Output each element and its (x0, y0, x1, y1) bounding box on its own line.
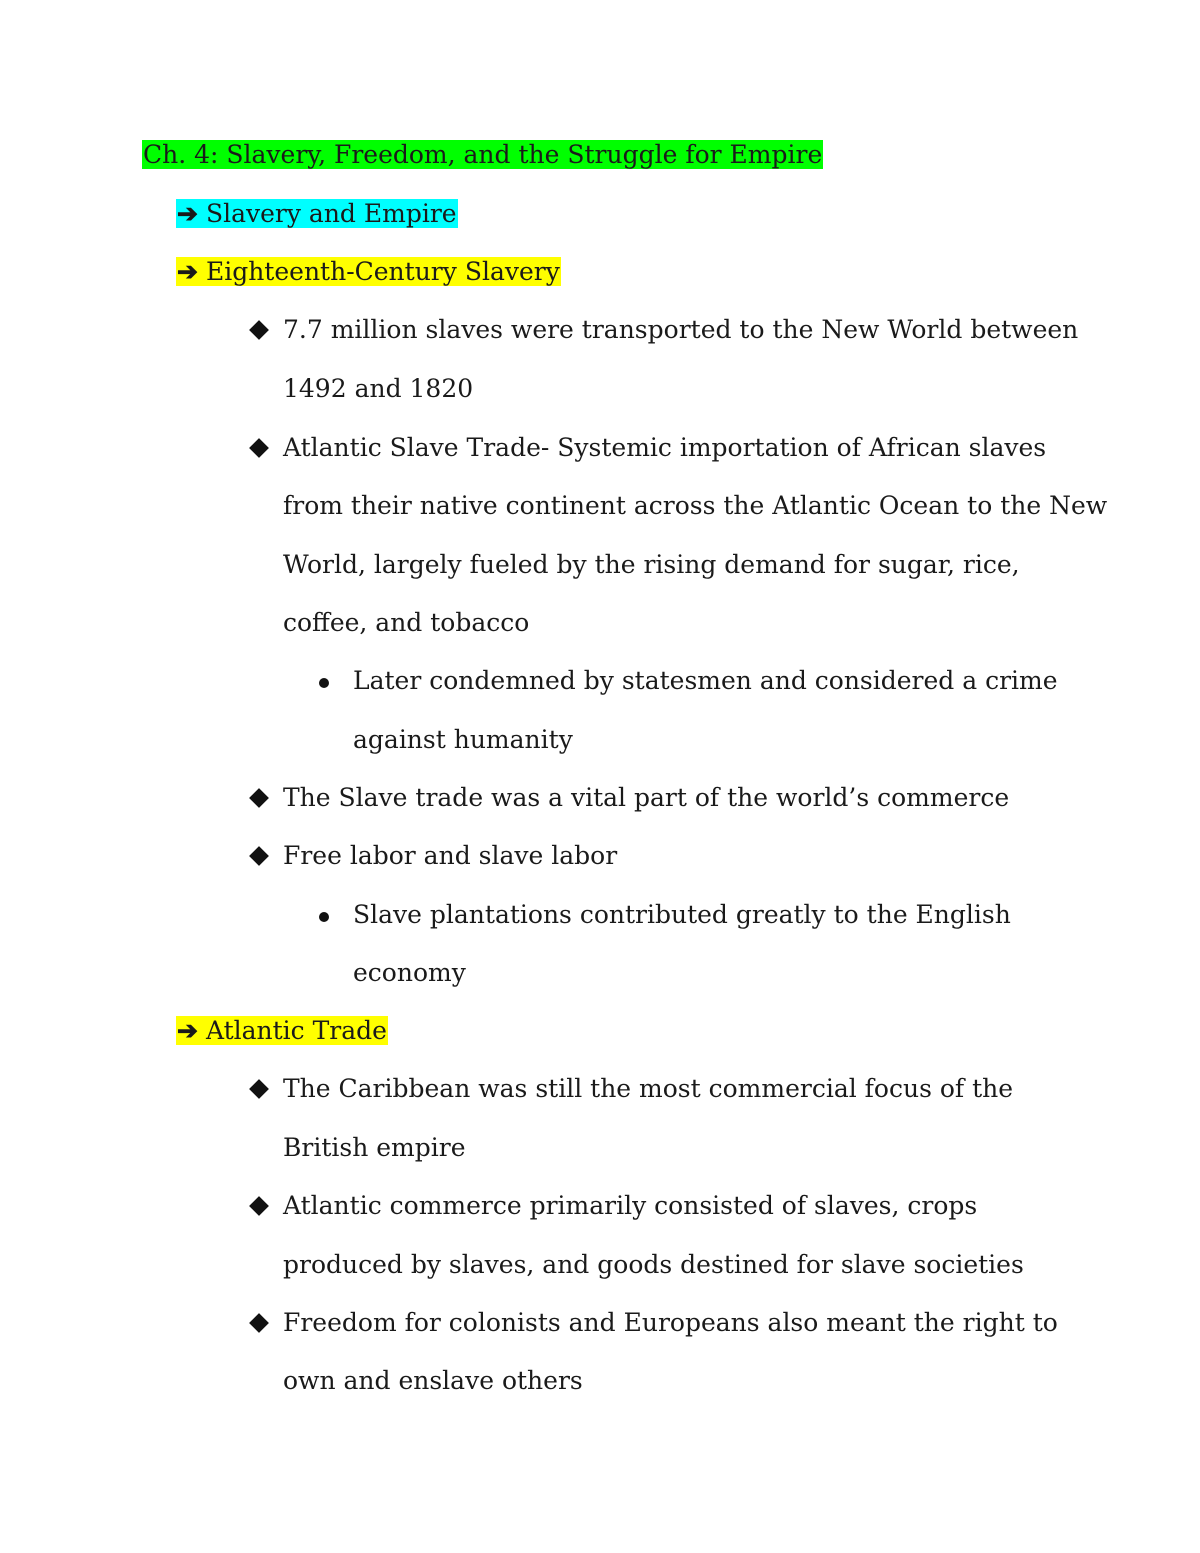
section-heading-eighteenth-century-slavery: ➔ Eighteenth-Century Slavery (176, 255, 561, 289)
bullet-line: produced by slaves, and goods destined for slave societies (283, 1250, 1024, 1279)
bullet-line: 1492 and 1820 (283, 374, 474, 403)
bullet-line: own and enslave others (283, 1366, 583, 1395)
bullet-line: Atlantic commerce primarily consisted of slaves, crops (283, 1191, 978, 1220)
sub-bullet-line: economy (353, 958, 466, 987)
bullet-line: Free labor and slave labor (283, 841, 618, 870)
round-bullet-icon (319, 912, 329, 922)
arrow-right-icon: ➔ (177, 257, 198, 286)
diamond-bullet-icon (249, 438, 269, 458)
bullet-line: from their native continent across the Atlantic Ocean to the New (283, 491, 1108, 520)
page-title (142, 138, 823, 172)
diamond-bullet-icon (249, 788, 269, 808)
diamond-bullet-icon (249, 846, 269, 866)
bullet-line: Atlantic Slave Trade- Systemic importation of African slaves (283, 433, 1047, 462)
section-heading-slavery-and-empire: ➔ Slavery and Empire (176, 197, 458, 231)
bullet-line: World, largely fueled by the rising demand for sugar, rice, (283, 550, 1020, 579)
bullet-line: 7.7 million slaves were transported to the New World between (283, 315, 1079, 344)
arrow-right-icon: ➔ (177, 199, 198, 228)
diamond-bullet-icon (249, 1079, 269, 1099)
diamond-bullet-icon (249, 1196, 269, 1216)
section-heading-atlantic-trade: ➔ Atlantic Trade (176, 1014, 388, 1048)
sub-bullet-line: against humanity (353, 725, 573, 754)
bullet-line: coffee, and tobacco (283, 608, 530, 637)
bullet-line: Freedom for colonists and Europeans also meant the right to (283, 1308, 1058, 1337)
diamond-bullet-icon (249, 1313, 269, 1333)
bullet-line: British empire (283, 1133, 466, 1162)
title-highlight: Ch. 4: Slavery, Freedom, and the Struggle for Empire (143, 140, 823, 169)
round-bullet-icon (319, 678, 329, 688)
diamond-bullet-icon (249, 320, 269, 340)
sub-bullet-line: Slave plantations contributed greatly to the English (353, 900, 1011, 929)
arrow-right-icon: ➔ (177, 1016, 198, 1045)
sub-bullet-line: Later condemned by statesmen and considered a crime (353, 666, 1058, 695)
bullet-line: The Slave trade was a vital part of the world’s commerce (283, 783, 1010, 812)
bullet-line: The Caribbean was still the most commercial focus of the (283, 1074, 1014, 1103)
